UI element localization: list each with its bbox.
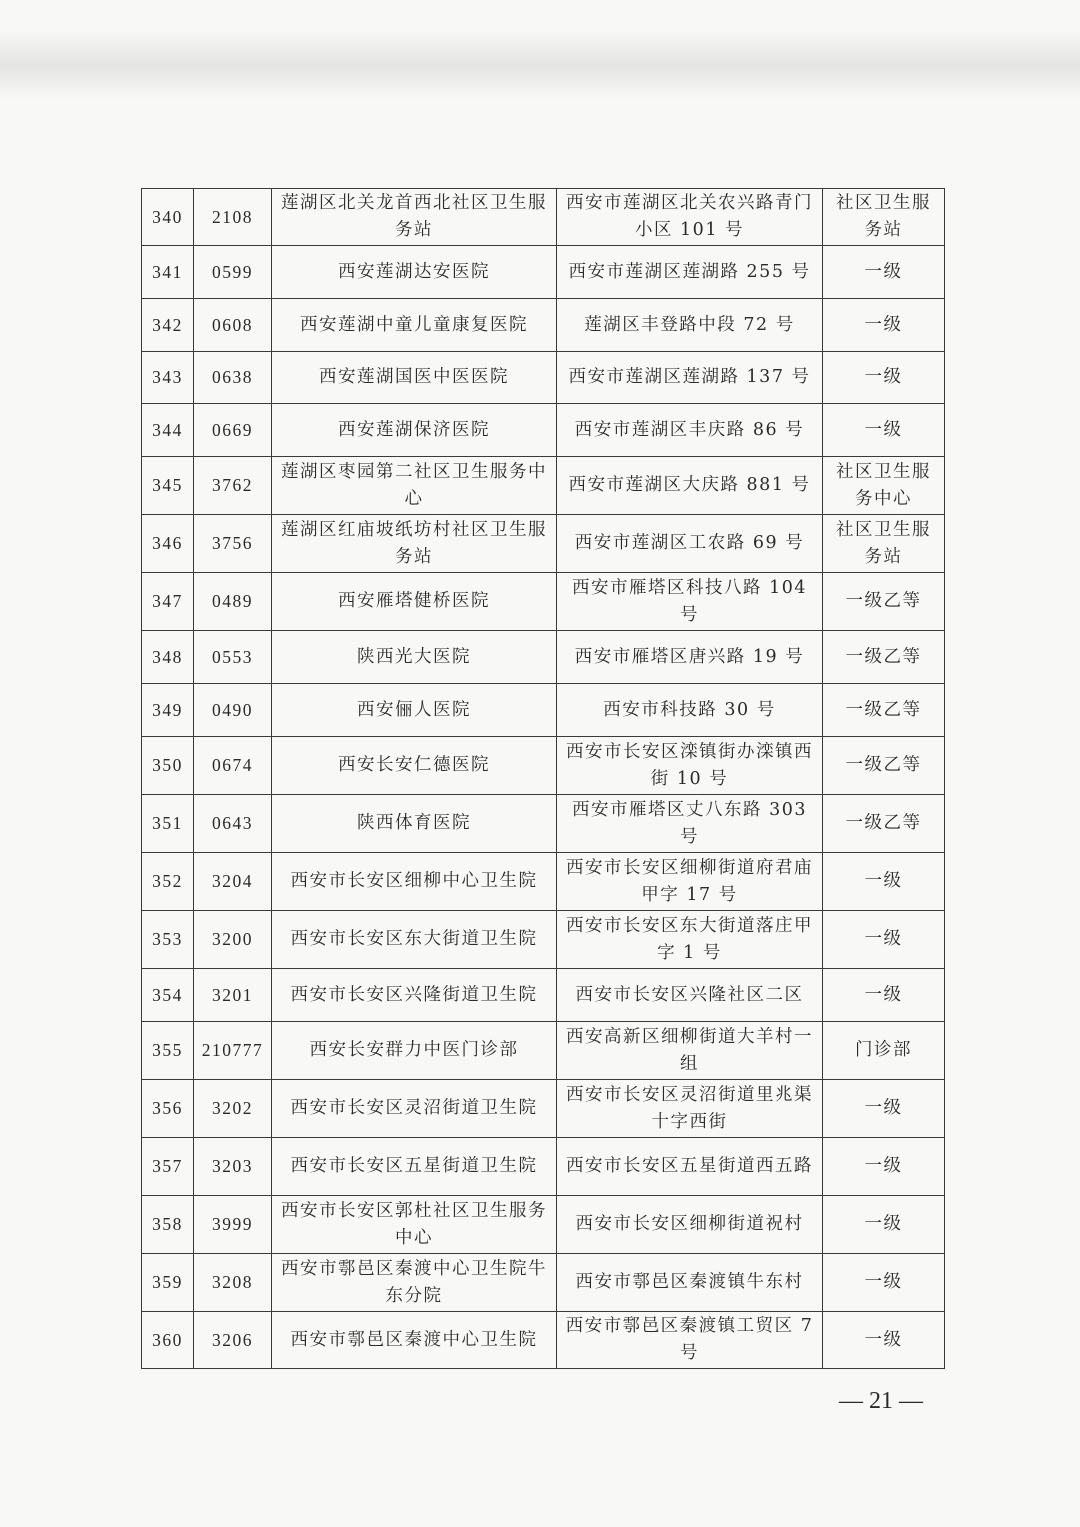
cell-seq: 347 [142,573,194,631]
cell-code: 0599 [194,246,272,299]
table-row [142,1196,945,1254]
cell-code: 0669 [194,404,272,457]
table-row [142,352,945,404]
cell-seq: 360 [142,1312,194,1369]
cell-code: 3202 [194,1080,272,1138]
table-row [142,631,945,684]
cell-seq: 345 [142,457,194,515]
table-row [142,1138,945,1196]
table-row [142,246,945,299]
cell-code: 2108 [194,189,272,246]
scan-shadow [0,30,1080,100]
cell-code: 3200 [194,911,272,969]
table-row [142,853,945,911]
table-row [142,515,945,573]
table-row [142,457,945,515]
facility-table [141,188,945,1369]
table-row [142,795,945,853]
cell-level: 一级 [823,352,945,404]
cell-code: 0674 [194,737,272,795]
cell-institution-name: 西安市鄠邑区秦渡中心卫生院牛东分院 [272,1254,557,1312]
cell-institution-name: 莲湖区红庙坡纸坊村社区卫生服务站 [272,515,557,573]
cell-seq: 356 [142,1080,194,1138]
cell-institution-name: 西安长安群力中医门诊部 [272,1022,557,1080]
cell-address: 西安市莲湖区工农路 69 号 [557,515,823,573]
table-row [142,684,945,737]
cell-code: 0490 [194,684,272,737]
cell-level: 一级 [823,246,945,299]
cell-address: 莲湖区丰登路中段 72 号 [557,299,823,352]
cell-seq: 340 [142,189,194,246]
page-number: — 21 — [839,1388,923,1414]
cell-address: 西安市长安区五星街道西五路 [557,1138,823,1196]
cell-code: 0638 [194,352,272,404]
cell-seq: 341 [142,246,194,299]
cell-level: 社区卫生服务站 [823,515,945,573]
cell-institution-name: 莲湖区北关龙首西北社区卫生服务站 [272,189,557,246]
cell-address: 西安市长安区灵沼街道里兆渠十字西街 [557,1080,823,1138]
cell-institution-name: 陕西光大医院 [272,631,557,684]
table-row [142,737,945,795]
table-row [142,189,945,246]
cell-address: 西安市雁塔区丈八东路 303 号 [557,795,823,853]
cell-level: 一级乙等 [823,631,945,684]
cell-address: 西安市莲湖区丰庆路 86 号 [557,404,823,457]
cell-institution-name: 西安长安仁德医院 [272,737,557,795]
cell-institution-name: 西安雁塔健桥医院 [272,573,557,631]
cell-code: 3762 [194,457,272,515]
cell-seq: 346 [142,515,194,573]
cell-address: 西安市鄠邑区秦渡镇牛东村 [557,1254,823,1312]
cell-code: 3201 [194,969,272,1022]
table-body [142,189,945,1369]
cell-code: 0553 [194,631,272,684]
cell-address: 西安市长安区滦镇街办滦镇西街 10 号 [557,737,823,795]
cell-level: 社区卫生服务站 [823,189,945,246]
cell-seq: 349 [142,684,194,737]
cell-seq: 358 [142,1196,194,1254]
cell-code: 3208 [194,1254,272,1312]
cell-institution-name: 西安俪人医院 [272,684,557,737]
cell-address: 西安市科技路 30 号 [557,684,823,737]
cell-code: 3204 [194,853,272,911]
cell-seq: 357 [142,1138,194,1196]
cell-level: 一级 [823,969,945,1022]
cell-seq: 350 [142,737,194,795]
table-row [142,573,945,631]
cell-address: 西安市长安区东大街道落庄甲字 1 号 [557,911,823,969]
cell-level: 社区卫生服务中心 [823,457,945,515]
table-row [142,911,945,969]
cell-institution-name: 西安市长安区五星街道卫生院 [272,1138,557,1196]
cell-address: 西安市长安区细柳街道府君庙甲字 17 号 [557,853,823,911]
cell-level: 一级 [823,1312,945,1369]
cell-code: 3999 [194,1196,272,1254]
cell-address: 西安市莲湖区大庆路 881 号 [557,457,823,515]
cell-address: 西安市莲湖区莲湖路 255 号 [557,246,823,299]
table-row [142,1312,945,1369]
cell-level: 一级 [823,299,945,352]
cell-address: 西安高新区细柳街道大羊村一组 [557,1022,823,1080]
cell-code: 0608 [194,299,272,352]
cell-seq: 342 [142,299,194,352]
cell-seq: 359 [142,1254,194,1312]
cell-code: 3756 [194,515,272,573]
cell-institution-name: 西安市长安区兴隆街道卫生院 [272,969,557,1022]
cell-level: 一级 [823,1196,945,1254]
cell-level: 一级 [823,911,945,969]
cell-level: 一级 [823,1080,945,1138]
cell-institution-name: 西安莲湖达安医院 [272,246,557,299]
cell-seq: 352 [142,853,194,911]
cell-institution-name: 西安市长安区细柳中心卫生院 [272,853,557,911]
cell-address: 西安市鄠邑区秦渡镇工贸区 7 号 [557,1312,823,1369]
cell-address: 西安市莲湖区莲湖路 137 号 [557,352,823,404]
cell-code: 3203 [194,1138,272,1196]
cell-address: 西安市雁塔区唐兴路 19 号 [557,631,823,684]
cell-institution-name: 西安莲湖保济医院 [272,404,557,457]
cell-code: 0489 [194,573,272,631]
cell-level: 门诊部 [823,1022,945,1080]
table-row [142,1022,945,1080]
cell-institution-name: 西安莲湖国医中医医院 [272,352,557,404]
cell-institution-name: 西安市长安区东大街道卫生院 [272,911,557,969]
cell-seq: 343 [142,352,194,404]
cell-institution-name: 西安市长安区郭杜社区卫生服务中心 [272,1196,557,1254]
cell-code: 210777 [194,1022,272,1080]
cell-seq: 348 [142,631,194,684]
cell-institution-name: 陕西体育医院 [272,795,557,853]
cell-level: 一级乙等 [823,573,945,631]
cell-level: 一级 [823,853,945,911]
cell-seq: 353 [142,911,194,969]
table-row [142,969,945,1022]
cell-level: 一级 [823,1138,945,1196]
table-row [142,1254,945,1312]
cell-seq: 354 [142,969,194,1022]
cell-level: 一级 [823,1254,945,1312]
cell-level: 一级乙等 [823,684,945,737]
cell-address: 西安市雁塔区科技八路 104 号 [557,573,823,631]
cell-level: 一级 [823,404,945,457]
cell-code: 0643 [194,795,272,853]
cell-address: 西安市莲湖区北关农兴路青门小区 101 号 [557,189,823,246]
cell-seq: 351 [142,795,194,853]
cell-code: 3206 [194,1312,272,1369]
cell-level: 一级乙等 [823,737,945,795]
cell-seq: 355 [142,1022,194,1080]
table-row [142,404,945,457]
table-row [142,1080,945,1138]
cell-address: 西安市长安区细柳街道祝村 [557,1196,823,1254]
cell-institution-name: 西安市长安区灵沼街道卫生院 [272,1080,557,1138]
cell-level: 一级乙等 [823,795,945,853]
cell-address: 西安市长安区兴隆社区二区 [557,969,823,1022]
cell-seq: 344 [142,404,194,457]
cell-institution-name: 西安市鄠邑区秦渡中心卫生院 [272,1312,557,1369]
cell-institution-name: 莲湖区枣园第二社区卫生服务中心 [272,457,557,515]
cell-institution-name: 西安莲湖中童儿童康复医院 [272,299,557,352]
table-row [142,299,945,352]
